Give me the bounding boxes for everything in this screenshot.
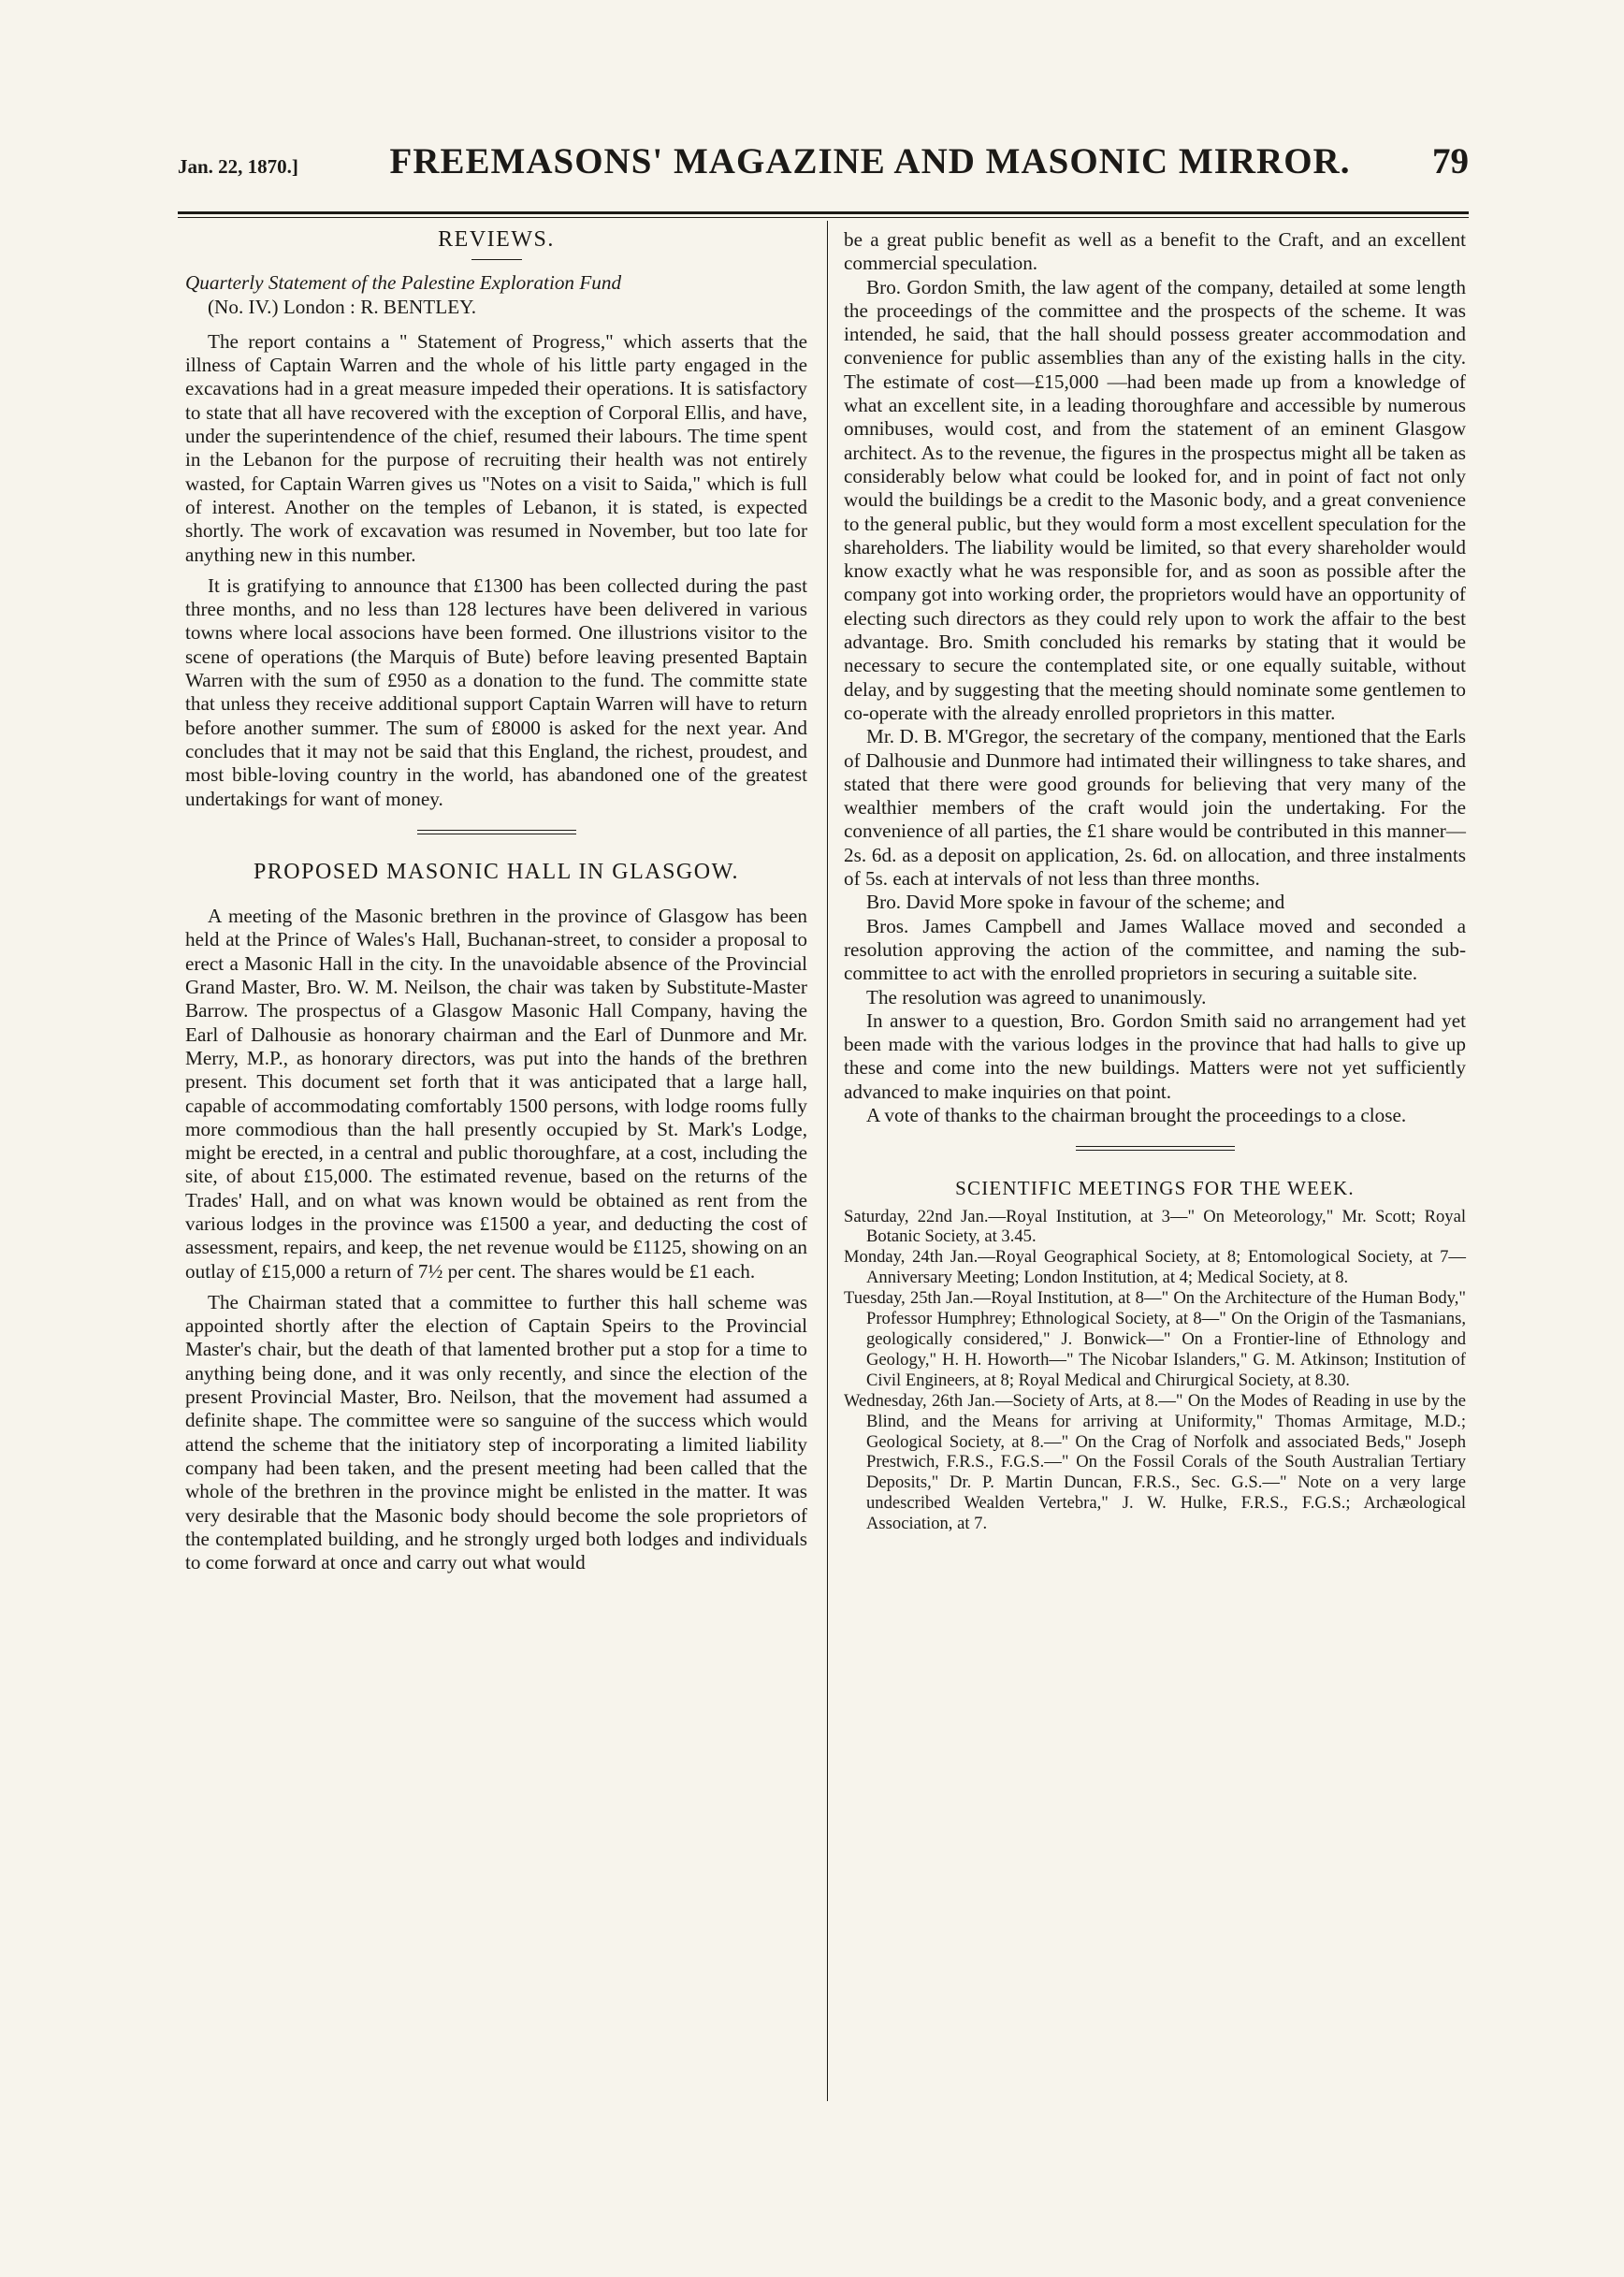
- heading-rule: [471, 259, 522, 260]
- meeting-entry: Monday, 24th Jan.—Royal Geographical Society, at 8; Entomological Society, at 7—Anniversary Meeting; London Institution, at 4; Medical Society, at 8.: [844, 1247, 1466, 1288]
- hall-paragraph: The Chairman stated that a committee to further this hall scheme was appointed shortly after the election of Captain Speirs to the Provincial Master's chair, but the death of that lamented brother put a stop for a time to anything being done, and it was only recently, and since the election of the present Provincial Master, Bro. Neilson, that the movement had assumed a definite shape. The committee were so sanguine of the success which would attend the scheme that the initiatory step of incorporating a limited liability company had been taken, and the present meeting had been called that the whole of the brethren in the province might be enlisted in the matter. It was very desirable that the Masonic body should become the sole proprietors of the contemplated building, and he strongly urged both lodges and individuals to come forward at once and carry out what would: [185, 1290, 807, 1574]
- hall-paragraph: A meeting of the Masonic brethren in the province of Glasgow has been held at the Prince of Wales's Hall, Buchanan-street, to consider a proposal to erect a Masonic Hall in the city. In the unavoidable absence of the Provincial Grand Master, Bro. W. M. Neilson, the chair was taken by Substitute-Master Barrow. The prospectus of a Glasgow Masonic Hall Company, having the Earl of Dalhousie as honorary chairman and the Earl of Dunmore and Mr. Merry, M.P., as honorary directors, was put into the hands of the brethren present. This document set forth that it was anticipated that a large hall, capable of accommodating comfortably 1500 persons, with lodge rooms fully more commodious than the hall presently occupied by St. Mark's Lodge, might be erected, in a central and public thoroughfare, at a cost, including the site, of about £15,000. The estimated revenue, based on the returns of the Trades' Hall, and on what was known would be obtained as rent from the various lodges in the province was £1500 a year, and deducting the cost of assessment, repairs, and keep, the net revenue would be £1125, showing on an outlay of £15,000 a return of 7½ per cent. The shares would be £1 each.: [185, 905, 807, 1283]
- review-paragraph: It is gratifying to announce that £1300 has been collected during the past three months, and no less than 128 lectures have been delivered in various towns where local associons have been formed. One illustrions visitor to the scene of operations (the Marquis of Bute) before leaving presented Baptain Warren with the sum of £950 as a donation to the fund. The committe state that unless they receive additional support Captain Warren will have to return before another summer. The sum of £8000 is asked for the next year. And concludes that it may not be said that this England, the richest, proudest, and most bible-loving country in the world, has abandoned one of the greatest undertakings for want of money.: [185, 573, 807, 810]
- scientific-heading: SCIENTIFIC MEETINGS FOR THE WEEK.: [955, 1177, 1355, 1200]
- section-divider: [1076, 1146, 1235, 1151]
- hall-paragraph: Bro. David More spoke in favour of the scheme; and: [866, 891, 1285, 914]
- reviews-heading: REVIEWS.: [438, 227, 555, 252]
- book-title: Quarterly Statement of the Palestine Exploration Fund: [185, 271, 622, 295]
- review-book-title: [185, 271, 807, 319]
- hall-paragraph: A vote of thanks to the chairman brought the proceedings to a close.: [866, 1103, 1407, 1126]
- magazine-title: FREEMASONS' MAGAZINE AND MASONIC MIRROR.: [389, 141, 1351, 181]
- column-divider: [827, 221, 828, 2101]
- left-column: [185, 228, 807, 1574]
- section-divider: [417, 830, 576, 834]
- book-imprint: (No. IV.) London : R. BENTLEY.: [208, 295, 477, 318]
- page-number: 79: [1432, 141, 1469, 181]
- hall-paragraph: The resolution was agreed to unanimously.: [866, 985, 1207, 1008]
- meeting-entry: Tuesday, 25th Jan.—Royal Institution, at 8—" On the Architecture of the Human Body," Professor Humphrey; Ethnological Society, at 8—" On the Origin of the Tasmanians, geologically considered," J. Bonwick—" On a Frontier-line of Ethnology and Geology," H. H. Howorth—" The Nicobar Islanders," G. M. Atkinson; Institution of Civil Engineers, at 8; Royal Medical and Chirurgical Society, at 8.30.: [844, 1288, 1466, 1390]
- meeting-entry: Saturday, 22nd Jan.—Royal Institution, at 3—" On Meteorology," Mr. Scott; Royal Botanic Society, at 3.45.: [844, 1206, 1466, 1247]
- right-column: [844, 228, 1466, 1534]
- hall-paragraph-continued: be a great public benefit as well as a benefit to the Craft, and an excellent commercial speculation.: [844, 228, 1466, 275]
- hall-heading: PROPOSED MASONIC HALL IN GLASGOW.: [253, 859, 740, 884]
- meeting-entry: Wednesday, 26th Jan.—Society of Arts, at 8.—" On the Modes of Reading in use by the Blind, and the Means for arriving at Uniformity," Thomas Armitage, M.D.; Geological Society, at 8.—" On the Crag of Norfolk and associated Beds," Joseph Prestwich, F.R.S., F.G.S.—" On the Fossil Corals of the South Australian Tertiary Deposits," Dr. P. Martin Duncan, F.R.S., Sec. G.S.—" Note on a very large undescribed Wealden Vertebra," J. W. Hulke, F.R.S., F.G.S.; Archæological Association, at 7.: [844, 1390, 1466, 1534]
- masthead-rule: [178, 211, 1469, 218]
- review-paragraph: The report contains a " Statement of Progress," which asserts that the illness of Captain Warren and the whole of his little party engaged in the excavations had in a great measure impeded their operations. It is satisfactory to state that all have recovered with the exception of Corporal Ellis, and have, under the superintendence of the chief, resumed their labours. The time spent in the Lebanon for the purpose of recruiting their health was not entirely wasted, for Captain Warren gives us "Notes on a visit to Saida," which is full of interest. Another on the temples of Lebanon, it is stated, is expected shortly. The work of excavation was resumed in November, but too late for anything new in this number.: [185, 329, 807, 566]
- hall-paragraph: Mr. D. B. M'Gregor, the secretary of the company, mentioned that the Earls of Dalhousie and Dunmore had intimated their willingness to take shares, and stated that there were good grounds for believing that very many of the wealthier members of the craft would join the undertaking. For the convenience of all parties, the £1 share would be contributed in this manner—2s. 6d. as a deposit on application, 2s. 6d. on allocation, and three instalments of 5s. each at intervals of not less than three months.: [844, 725, 1466, 891]
- hall-paragraph: Bros. James Campbell and James Wallace moved and seconded a resolution approving the action of the committee, and naming the sub-committee to act with the enrolled proprietors in securing a suitable site.: [844, 914, 1466, 985]
- hall-paragraph: Bro. Gordon Smith, the law agent of the company, detailed at some length the proceedings of the committee and the prospects of the scheme. It was intended, he said, that the hall should possess greater accommodation and convenience for public assemblies than any of the existing halls in the city. The estimate of cost—£15,000 —had been made up from a knowledge of what an excellent site, in a leading thoroughfare and accessible by numerous omnibuses, would cost, and from the statement of an eminent Glasgow architect. As to the revenue, the figures in the prospectus might all be taken as considerably below what could be looked for, and in point of fact not only would the buildings be a credit to the Masonic body, and a great convenience to the general public, but they would form a most excellent speculation for the shareholders. The liability would be limited, so that every shareholder would know exactly what he was responsible for, and as soon as possible after the company got into working order, the proprietors would have an opportunity of electing such directors as they could rely upon to work the affair to the best advantage. Bro. Smith concluded his remarks by stating that it would be necessary to secure the contemplated site, or one equally suitable, without delay, and by suggesting that the meeting should nominate some gentlemen to co-operate with the already enrolled proprietors in this matter.: [844, 275, 1466, 724]
- issue-date: Jan. 22, 1870.]: [178, 155, 298, 178]
- masthead: [178, 140, 1469, 196]
- hall-paragraph: In answer to a question, Bro. Gordon Smith said no arrangement had yet been made with the various lodges in the province that had halls to give up these and come into the new buildings. Matters were not yet sufficiently advanced to make inquiries on that point.: [844, 1008, 1466, 1103]
